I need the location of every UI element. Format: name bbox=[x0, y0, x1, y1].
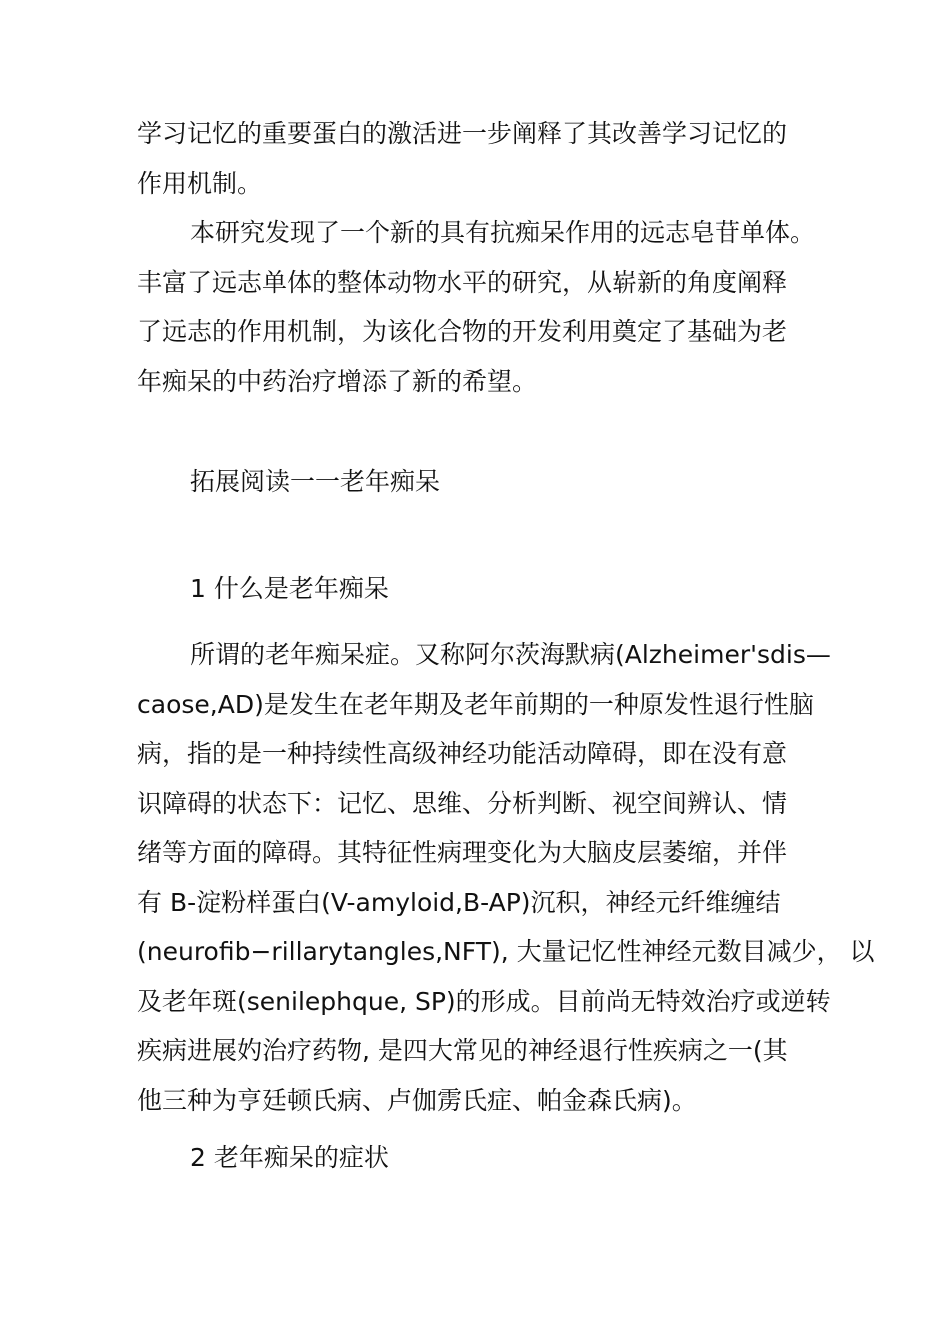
text-line: 及老年斑(senilephque, SP)的形成。目前尚无特效治疗或逆转 bbox=[137, 986, 831, 1016]
heading-what-is-dementia bbox=[137, 564, 817, 614]
text-line: 1 什么是老年痴呆 bbox=[190, 574, 389, 603]
text-line: 所谓的老年痴呆症。又称阿尔茨海默病(Alzheimer'sdis— bbox=[190, 640, 831, 669]
text-line: 2 老年痴呆的症状 bbox=[190, 1143, 389, 1172]
text-line: 病，指的是一种持续性高级神经功能活动障碍，即在没有意 bbox=[137, 739, 788, 768]
text-line: 绪等方面的障碍。其特征性病理变化为大脑皮层萎缩，并伴 bbox=[137, 838, 788, 867]
paragraph-research-summary bbox=[137, 208, 817, 406]
text-line: 了远志的作用机制，为该化合物的开发利用奠定了基础为老 bbox=[137, 317, 788, 346]
text-line: 他三种为亨廷顿氏病、卢伽雳氏症、帕金森氏病)。 bbox=[137, 1085, 697, 1115]
text-line: 年痴呆的中药治疗增添了新的希望。 bbox=[137, 366, 538, 396]
text-line: 疾病进展妁治疗药物, 是四大常见的神经退行性疾病之一(其 bbox=[137, 1036, 788, 1065]
text-line: 识障碍的状态下：记忆、思维、分析判断、视空间辨认、情 bbox=[137, 788, 788, 818]
text-line: 拓展阅读一一老年痴呆 bbox=[190, 467, 441, 496]
heading-extended-reading bbox=[137, 457, 817, 507]
text-line: (neurofib−rillarytangles,NFT), 大量记忆性神经元数目减少， 以 bbox=[137, 937, 875, 966]
text-line: caose,AD)是发生在老年期及老年前期的一种原发性退行性脑 bbox=[137, 689, 814, 719]
paragraph-continuation bbox=[137, 109, 817, 208]
paragraph-definition bbox=[137, 630, 875, 1125]
text-line: 有 B-淀粉样蛋白(V-amyloid,B-AP)沉积，神经元纤维缠结 bbox=[137, 887, 781, 917]
text-line: 作用机制。 bbox=[137, 168, 263, 198]
heading-symptoms bbox=[137, 1133, 817, 1183]
text-line: 丰富了远志单体的整体动物水平的研究，从崭新的角度阐释 bbox=[137, 267, 788, 297]
text-line: 学习记忆的重要蛋白的激活进一步阐释了其改善学习记忆的 bbox=[137, 119, 788, 148]
text-line: 本研究发现了一个新的具有抗痴呆作用的远志皂苷单体。 bbox=[190, 218, 816, 247]
